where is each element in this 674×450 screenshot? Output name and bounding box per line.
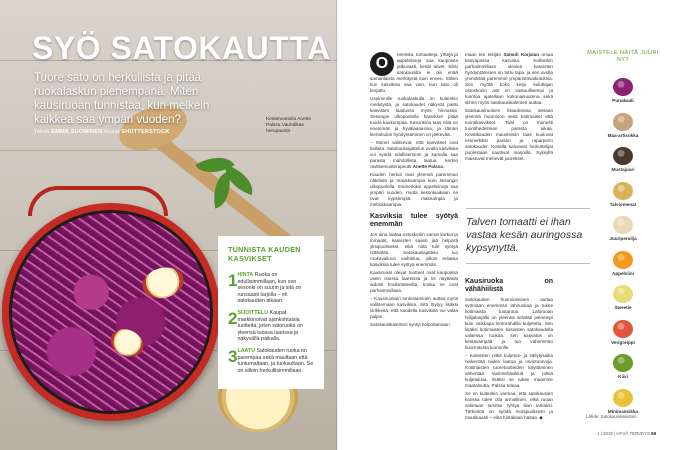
pull-quote: Talven tomaatti ei ihan vastaa kesän auringossa kypsynyttä. <box>466 208 590 264</box>
veg-item <box>583 251 663 276</box>
subheading: Kasviksia tulee syötyä enemmän <box>370 213 458 228</box>
veg-label: Minimansikka <box>607 408 639 414</box>
body-column-1 <box>370 52 458 430</box>
dropcap: O <box>370 52 394 76</box>
paragraph: Satokauden huomioiminen auttaa syömään enemmän lähiruokaa ja tukee kotimaista tuotantoa. Lähiruoan hiilijalanjälki on yleensä selvästi pienempi kuin vaikkapa lentorahdilla kuljetettu. Sen lisäksi kotimaisten kasvisten satokaudella valitessa ruokaa, sen kasvatus on kestävämpää ja tuo vähemmän kuormitusta luonnolle. <box>465 297 553 350</box>
paragraph-text: maan ten tekijän <box>465 52 502 57</box>
red-cabbage-icon <box>613 78 633 96</box>
jerusalem-artichoke-icon <box>613 113 633 131</box>
pineapple-icon <box>613 389 633 407</box>
paragraph <box>465 52 553 106</box>
paragraph: Kausiruoat olevat tuotteet ovat kaupoissa usein isoissa laareissa ja ne näyttävät aidosti houkuttelevilta, koska ne ovat parhaimmillaan. <box>370 270 458 293</box>
info-item <box>228 310 315 343</box>
veg-item <box>583 113 663 138</box>
veg-label: Talviomenat <box>609 201 637 207</box>
expert-name: Anette Palssa <box>412 164 443 169</box>
info-item-body: Satokauden ruoka on parempaa sekä maultaan että tuntumaltaan, ja tuoksultaan. Se on silloin herkullisimmillaan. <box>237 347 314 374</box>
veg-item <box>583 216 663 241</box>
info-item-keyword: HINTA <box>237 272 254 278</box>
byline-text-label: Teksti <box>34 129 50 135</box>
paragraph: Kauden herkut ovat yleensä paremman näköisiä ja maukkaampia kuin sesongin ulkopuolella. Esimerkiksi appelsiineja saa ympäri vuoden, mutta sesonkiaikaan ne ovat kypsempiä, makeampia ja mehukkaampia. <box>370 172 458 207</box>
photo-caption: Kesämuotoilla Anette Palssa Vauhdikas herupausta <box>266 117 312 134</box>
paragraph: Satokausikalenteri syntyi helpottamaan <box>370 322 450 327</box>
veg-item <box>583 147 663 172</box>
folio <box>597 431 656 436</box>
paragraph: Jos aina laittaa ostoskoriin samat kurkut ja tomaatit, kasvisten saanti jää helposti yksipuoliseksi, eikä niitä tule syötyä riittävästi. Satokausiajattelu tuo ruokavalioon vaihtelua, jolloin erilaisia kasviksia tulee syötyä enemmän. <box>370 232 458 267</box>
info-item-number: 1 <box>228 271 238 290</box>
veg-label: Appelsiini <box>612 270 634 276</box>
paragraph: Se on kuitenkin varmaa, että satokausien kanssa tulee olla armollinen, eikä ruoan valintaan tarvitse ryhtyä liian tarkaksi. Tärkeintä on syödä monipuolisesti ja maukkaasti – eikä hintakaan haitaa. ◆ <box>465 391 553 420</box>
veg-item <box>583 354 663 379</box>
paragraph-text: omaa kasvapassa kasvista. Kulloinkin parhaimmillaan olevien kasvisten hyödyntäminen on tuttu tapa, ja sen avulla ymmärtää paremmin ympäristövaikutuksia. Sen myötä koko ketju kuluttajan ostoskoriin asti on vastuullisempi ja luontoa ajatellaan kokonaisuutena sekä siihen myös satokausikalenteri auttaa. <box>465 52 553 105</box>
paragraph: – Kausiruokien tunnistaminen auttaa myös valitsemaan kasviksia. Sitä löytyy lisäksi virikkeitä, että kaudella kasviksia voi valita paljon. <box>370 296 458 319</box>
byline-photo: SHUTTERSTOCK <box>121 129 170 135</box>
veg-label: Punakaali <box>612 98 634 103</box>
veg-item <box>583 78 663 103</box>
paragraph: – Monet valitsevat, että kasvikset ovat kallista. Satokausiajattelun avulla kasviksia voi syödä edullisemmin ja samalla saa parasta mahdollista laatua, kertoo ravitsemusterapeutti Anette Palssa. <box>370 140 458 169</box>
page-gutter <box>336 0 339 450</box>
paragraph: Useimmille ruokalaskulla on kuitenkin merkitystä, ja satokaudet näkyvät paitsi kasvisten laadussa myös hinnassa. Sesongin ulkopuolella kasvikset pitää tuoda kaukompaa. Sesonkina taas niitä on enemmän ja hyvälaatuisina, ja tämän kiertokulun hyödyntäminen on järkevää. <box>370 96 458 137</box>
info-item-text <box>237 310 315 343</box>
veg-item <box>583 389 663 414</box>
byline-photo-label: Kuvat <box>104 129 120 135</box>
sweetie-icon <box>613 285 633 303</box>
article-lead: Tuore sato on herkullista ja pitää ruokalaskun pienempänä. Miten kausiruoan tunnistaa, kun melkein kaikkea saa ympäri vuoden? <box>34 71 210 126</box>
seasonal-vegetables-panel <box>583 50 663 430</box>
info-item-number: 2 <box>228 308 238 328</box>
parsley-root-icon <box>613 216 633 234</box>
info-item-keyword: LAATU <box>237 347 256 354</box>
winter-apple-icon <box>613 182 633 200</box>
info-box <box>218 236 324 389</box>
info-item-body: Kaupat markkinoivat ajankohtaisia tuotteita, joten satoruoka on yleensä tuossa laarissa ja näkyvällä paikalla. <box>237 309 303 343</box>
veg-label: Kiivi <box>618 374 628 379</box>
body-column-2-bottom <box>465 273 553 430</box>
paragraph: – Kasvisten pitkä kuljetus- ja säilytysaika heikentää niiden laatua ja ravintoarvoja. Kotimaisten tuoretuotteiden käyttäminen vähentää ravinnehävikkiä ja pitkiä kuljetuksia, lisäksi se tukee maamme maataloutta, Palssa toteaa. <box>465 353 553 388</box>
veg-label: Sweetie <box>614 305 632 310</box>
body-column-2-top <box>465 52 553 202</box>
paragraph-text: – Monet valitsevat, että kasvikset ovat kallista. Satokausiajattelun avulla kasviksia voi syödä edullisemmin ja samalla saa parasta mahdollista laatua, kertoo ravitsemusterapeutti <box>370 140 458 169</box>
info-box-title: TUNNISTA KAUDEN KASVIKSET <box>228 245 301 263</box>
info-item-keyword: SIJOITTELU <box>237 309 269 316</box>
veg-label: Mustajuuri <box>611 167 635 172</box>
orange-icon <box>613 251 633 269</box>
red-cabbage-salad-image <box>12 213 210 411</box>
paragraph: Satokausiruokien listauksissa otetaan yleensä huomioon sekä kotimaiset että tuontikasvikset. Talvi on monesti tuontihedelmien parasta aikaa. Kevätkauden mausteisiin taas kuuluvat esimerkiksi parsan ja raparperin satokaudet. Kesällä kasvavat herkuttelijat puolestaan nauttivat marjoilla. Syksyllä maistuvat mehevät juurekset. <box>465 108 553 161</box>
paragraph-text: nemista, tomaatteja, yrttejä ja appelsiineja saa kaupoista jatkuvasti, kesät talvet. Siksi satokausilla ei ole enää samanlaista merkitystä kuin ennen. Silloin kun kasviksia saa vain, kun sato oli korjattu. <box>370 52 458 93</box>
veg-label: Maa-artisokka <box>607 132 639 138</box>
info-item-body: Ruoka on edullisimmillaan, kun sen sesonki on suurin ja sitä on runsaasti tarjolla – eli satokauden aikaan. <box>237 272 302 305</box>
veg-label: Verigreippi <box>611 339 635 345</box>
info-item-text <box>237 272 315 305</box>
info-item-text <box>237 348 315 374</box>
expert-name: Samuli Karjalan <box>503 52 540 57</box>
veg-panel-title: MAISTELE NÄITÄ JUURI NYT <box>587 50 659 63</box>
subheading: Kausiruoka on vähähiilistä <box>465 278 553 293</box>
kiwi-icon <box>613 354 633 372</box>
paragraph <box>370 52 458 94</box>
info-item-number: 3 <box>228 346 238 366</box>
black-salsify-icon <box>613 147 633 165</box>
article-headline: SYÖ SATOKAUTTA <box>32 30 331 66</box>
veg-label: Juuripersilja <box>609 236 637 241</box>
blood-grapefruit-icon <box>613 320 633 338</box>
info-item <box>228 272 315 305</box>
page-number: 69 <box>651 431 657 436</box>
veg-item <box>583 320 663 345</box>
folio-text: 1 | 2019 | HYVÄ TERVEYS <box>597 431 650 436</box>
source-note: Lähde: Satokausikalenteri <box>586 414 637 419</box>
veg-item <box>583 182 663 207</box>
byline <box>34 129 170 135</box>
byline-author: EMMA SUOMINEN <box>51 129 103 135</box>
info-item <box>228 348 315 374</box>
veg-item <box>583 285 663 310</box>
